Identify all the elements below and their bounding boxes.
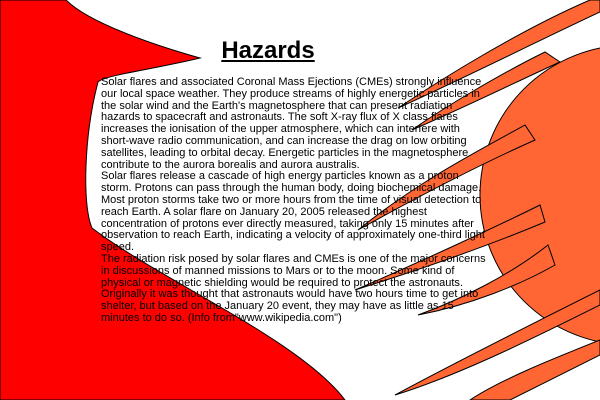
slide-title: Hazards: [221, 37, 315, 64]
paragraph-space-weather: Solar flares and associated Coronal Mass Ejections (CMEs) strongly influence our local space weather. They produce streams of highly energetic particles in the solar wind and the Earth's magnetosphere that can present radiation hazards to spacecraft and astronauts. The soft X-ray flux of X class flares increases the ionisation of the upper atmosphere, which can interfere with short-wave radio communication, and can increase the drag on low orbiting satellites, leading to orbital decay. Energetic particles in the magnetosphere contribute to the aurora borealis and aurora australis.: [101, 76, 482, 171]
hazards-body-text: [101, 77, 491, 325]
paragraph-radiation-risk: The radiation risk posed by solar flares and CMEs is one of the major concerns in discussions of manned missions to Mars or to the moon. Some kind of physical or magnetic shielding would be required to protect the astronauts. Originally it was thought that astronauts would have two hours time to get into shelter, but based on the January 20 event, they may have as little as 15 minutes to do so. (Info from"www.wikipedia.com"): [101, 252, 486, 324]
paragraph-proton-storm: Solar flares release a cascade of high energy particles known as a proton storm. Protons can pass through the human body, doing biochemical damage. Most proton storms take two or more hours from the time of visual detection to reach Earth. A solar flare on January 20, 2005 released the highest concentration of protons ever directly measured, taking only 15 minutes after observation to reach Earth, indicating a velocity of approximately one-third light speed.: [101, 170, 485, 254]
